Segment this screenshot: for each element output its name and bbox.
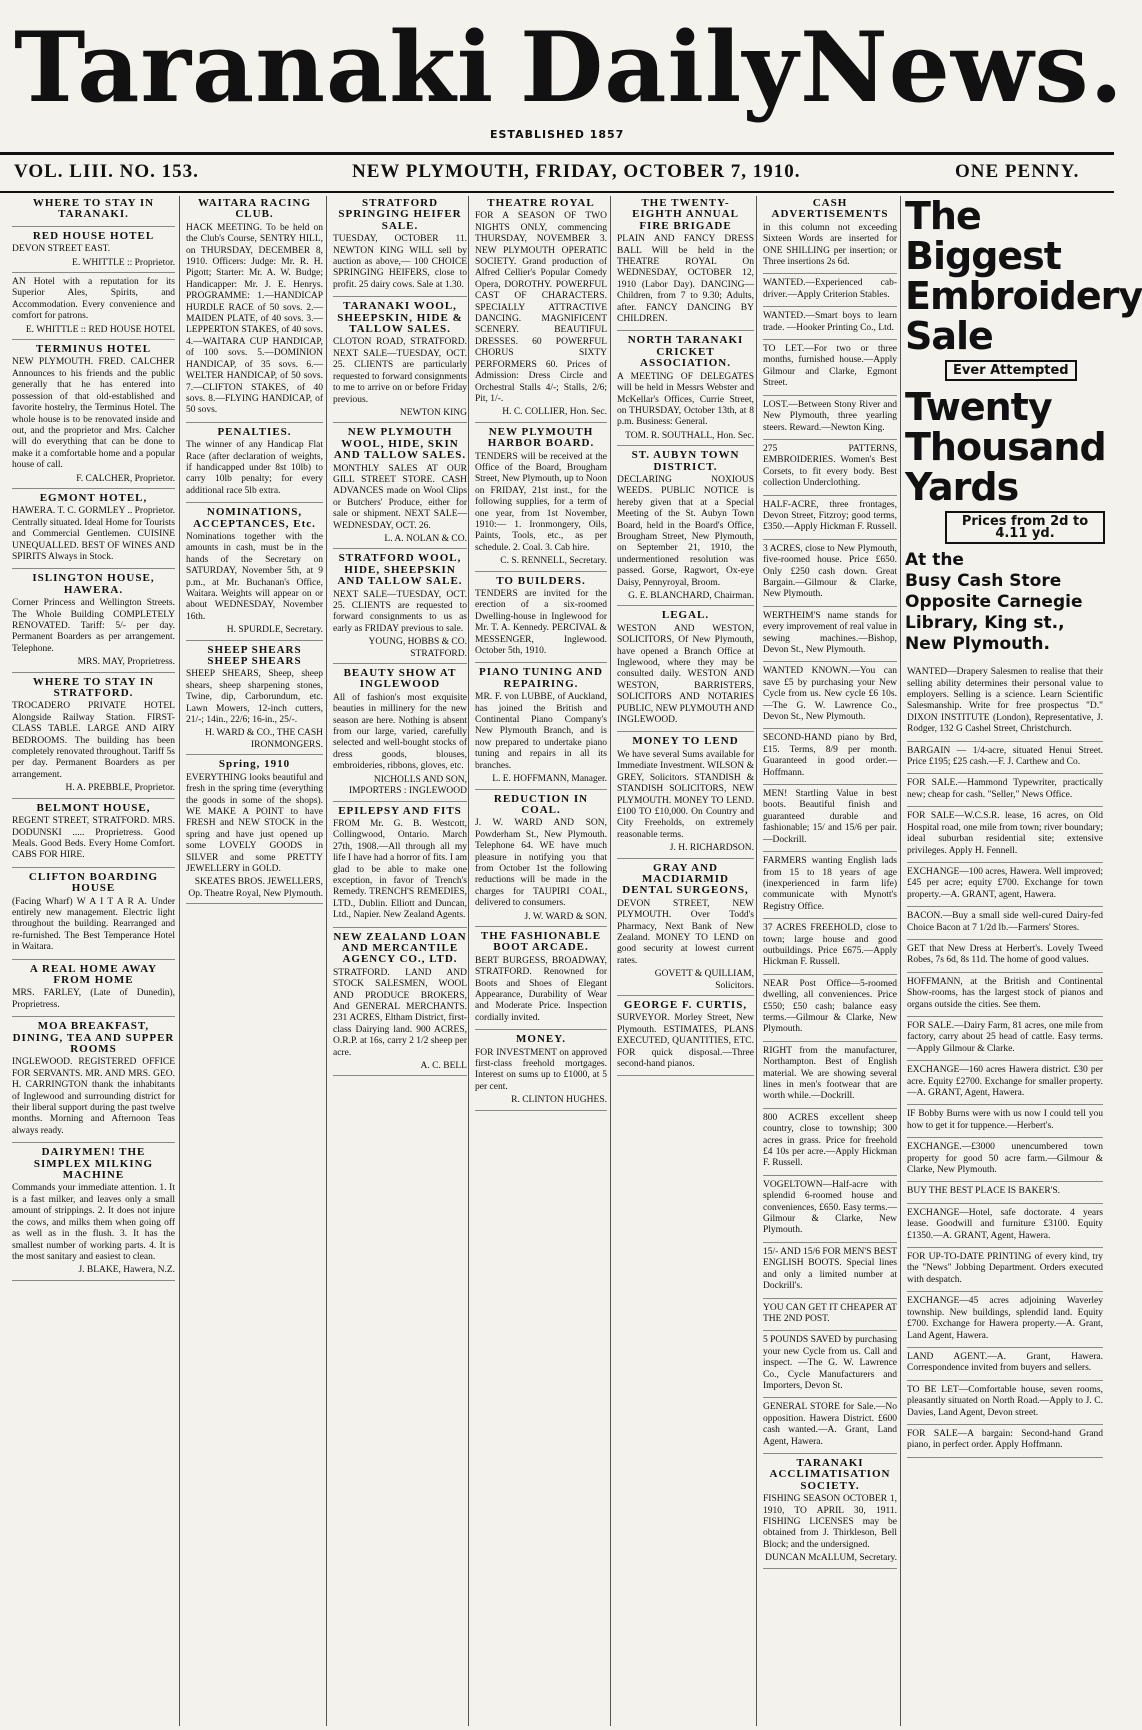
advertisement	[763, 979, 897, 1042]
promo-line: Biggest	[905, 234, 1061, 278]
advertisement-title: GRAY AND MACDIARMID DENTAL SURGEONS,	[622, 861, 749, 897]
advertisement-title: WAITARA RACING CLUB.	[197, 197, 312, 221]
advertisement-signature: YOUNG, HOBBS & CO. STRATFORD.	[368, 637, 467, 659]
advertisement	[186, 198, 323, 423]
advertisement	[763, 789, 897, 852]
masthead-title-word-3: News.	[800, 11, 1124, 124]
store-line: Opposite Carnegie	[905, 592, 1083, 613]
advertisement	[763, 1458, 897, 1569]
advertisement	[763, 1113, 897, 1176]
advertisement-body: HACK MEETING. To be held on the Club's Course, SENTRY HILL, on THURSDAY, DECEMBER 8, 1910. Officers: Judge: Mr. R. H. Pigott; Starter: Mr. A. W. Budge; Handicapper: Mr. J. E. Henrys. PROGRAMME: 1.—HANDICAP HURDLE RACE of 50 sovs. 2.—MAIDEN PLATE, of 40 sovs. 3.—LEPPERTON STAKES, of 40 sovs. 4.—WAITARA CUP HANDICAP, of 100 sovs. 5.—DOMINION HANDICAP, of 35 sovs. 6.—WELTER HANDICAP, of 50 sovs. 7.—CLIFTON STAKES, of 40 sovs. 8.—FLYING HANDICAP, of 50 sovs.	[186, 222, 323, 416]
advertisement	[475, 667, 607, 789]
advertisement	[12, 344, 175, 489]
store-line: New Plymouth.	[905, 634, 1050, 655]
classified-body: BACON.—Buy a small side well-cured Dairy-fed Choice Bacon at 7 1/2d lb.—Farmers' Stores.	[907, 911, 1103, 933]
advertisement-body: HALF-ACRE, three frontages, Devon Street, Fitzroy; good terms, £350.—Apply Hickman F. Russell.	[763, 499, 897, 533]
advertisement	[763, 1303, 897, 1332]
advertisement	[475, 576, 607, 664]
classified-advertisement	[907, 811, 1103, 863]
classified-body: EXCHANGE—45 acres adjoining Waverley township. New buildings, splendid land. Equity £700. Exchange for Hawera property.—A. Grant, Land Agent, Hawera.	[907, 1296, 1103, 1341]
advertisement-title: CLIFTON BOARDING HOUSE	[28, 870, 159, 895]
advertisement-body: NEXT SALE—TUESDAY, OCT. 25. CLIENTS are requested to forward consignments to us as early as FRIDAY previous to sale.	[333, 589, 467, 634]
advertisement-title: TARANAKI WOOL, SHEEPSKIN, HIDE & TALLOW SALES.	[337, 300, 463, 336]
ever-attempted-box: Ever Attempted	[945, 360, 1077, 381]
advertisement-title: SHEEP SHEARS SHEEP SHEARS	[207, 643, 302, 668]
advertisement-body: 15/- AND 15/6 FOR MEN'S BEST ENGLISH BOOTS. Special lines and only a limited number at Dockrill's.	[763, 1246, 897, 1292]
advertisement-signature: A. C. BELL	[420, 1061, 467, 1072]
advertisement	[12, 872, 175, 960]
advertisement-body: BERT BURGESS, BROADWAY, STRATFORD. Renowned for Boots and Shoes of Elegant Appearance, Durability of Wear and Moderate Price. Inspection cordially invited.	[475, 955, 607, 1023]
store-line: Busy Cash Store	[905, 571, 1062, 592]
advertisement-body: 3 ACRES, close to New Plymouth, five-roomed house. Price £650. Only £250 cash down. Great Bargain.—Gilmour & Clarke, New Plymouth.	[763, 543, 897, 600]
advertisement-signature: MRS. MAY, Proprietress.	[77, 657, 175, 668]
column-2	[179, 196, 325, 1726]
advertisement	[763, 500, 897, 540]
prices-box: Prices from 2d to 4.11 yd.	[945, 511, 1105, 544]
advertisement-signature: H. SPURDLE, Secretary.	[226, 625, 323, 636]
advertisement-title: PENALTIES.	[217, 425, 292, 438]
advertisement	[12, 1021, 175, 1143]
established-line: ESTABLISHED 1857	[490, 128, 625, 141]
promo-line: Yards	[905, 465, 1019, 510]
advertisement	[186, 427, 323, 503]
advertisement-title: GEORGE F. CURTIS,	[623, 999, 748, 1011]
classified-body: EXCHANGE.—£3000 unencumbered town property for good 50 acre farm.—Gilmour & Clarke, New Plymouth.	[907, 1142, 1103, 1176]
classified-body: EXCHANGE—Hotel, safe doctorate. 4 years lease. Goodwill and furniture £3100. Equity £1350.—A. GRANT, Agent, Hawera.	[907, 1207, 1103, 1241]
classified-body: EXCHANGE—100 acres, Hawera. Well improved; £45 per acre; equity £700. Exchange for town property.—A. GRANT, agent, Hawera.	[907, 866, 1103, 900]
classified-body: FOR SALE.—Hammond Typewriter, practically new; cheap for cash. "Seller," News Office.	[907, 778, 1103, 800]
advertisement-body: TO LET.—For two or three months, furnished house.—Apply Gilmour and Clarke, Egmont Street.	[763, 344, 897, 389]
classified-advertisement	[907, 1429, 1103, 1458]
masthead-title-word-2: Daily	[520, 11, 800, 124]
advertisement-signature: G. E. BLANCHARD, Chairman.	[628, 591, 754, 601]
classified-body: HOFFMANN, at the British and Continental Show-rooms, has the largest stock of pianos and organs outside the cities. See them.	[907, 976, 1103, 1010]
advertisement-body: RIGHT from the manufacturer, Northampton. Best of English material. We are showing several lines in men's footwear that are worth while.—Dockrill.	[763, 1045, 897, 1102]
advertisement-signature: H. C. COLLIER, Hon. Sec.	[502, 407, 607, 418]
advertisement-signature: J. H. RICHARDSON.	[669, 843, 754, 854]
column-7	[900, 194, 1142, 1726]
classified-advertisement	[907, 944, 1103, 973]
advertisement-title: REDUCTION IN COAL.	[493, 792, 589, 816]
advertisement-title: PIANO TUNING AND REPAIRING.	[479, 666, 603, 690]
advertisement	[763, 198, 897, 274]
advertisement-body: YOU CAN GET IT CHEAPER AT THE 2ND POST.	[763, 1302, 897, 1324]
advertisement-signature: F. CALCHER, Proprietor.	[76, 473, 175, 484]
advertisement-body: (Facing Wharf) W A I T A R A. Under entirely new management. Electric light throughout the building. Rearranged and re-furnished. The Best Temperance Hotel in Waitara.	[12, 896, 175, 953]
classified-body: FOR SALE—A bargain: Second-hand Grand piano, in perfect order. Apply Hoffmann.	[907, 1428, 1103, 1451]
advertisement	[333, 427, 467, 549]
issue-price: ONE PENNY.	[955, 161, 1080, 182]
advertisement-title: NEW PLYMOUTH WOOL, HIDE, SKIN AND TALLOW SALES.	[333, 426, 467, 462]
advertisement	[763, 1046, 897, 1109]
columns	[10, 194, 1142, 1726]
advertisement-body: FOR A SEASON OF TWO NIGHTS ONLY, commencing THURSDAY, NOVEMBER 3. NEW PLYMOUTH OPERATIC SOCIETY. Grand production of Alfred Cellier's Popular Comedy Opera, DOROTHY. POWERFUL CAST OF CHARACTERS. SPECIALLY ATTRACTIVE DANCING. MAGNIFICENT SCENERY. BEAUTIFUL DRESSES. 60 POWERFUL CHORUS SIXTY PERFORMERS 60. Prices of Admission: Dress Circle and Orchestral Stalls 4/-; Stalls, 2/6; Pit, 1/-.	[475, 211, 607, 404]
advertisement-body: SECOND-HAND piano by Brd, £15. Terms, 8/9 per month. Guaranteed in good order.—Hoffmann.	[763, 733, 897, 778]
advertisement-body: NEW PLYMOUTH. FRED. CALCHER Announces to his friends and the public generally that he has entered into possession of that old-established and favorite hostelry, the Terminus Hotel. The whole house is to be renovated inside and out, and the proprietor and Mrs. Calcher will do everything that can be done to make it a comfortable home and a popular house of call.	[12, 357, 175, 471]
advertisement	[763, 733, 897, 785]
advertisement-body: Commands your immediate attention. 1. It is a fast milker, and leaves only a small amount of strippings. 2. It does not injure the cows, and milks them when going off as well as in the flush. 3. It has the smallest number of working parts. 4. It is the most sanitary and easiest to clean.	[12, 1183, 175, 1262]
advertisement	[333, 806, 467, 928]
advertisement-signature: E. WHITTLE :: Proprietor.	[72, 257, 175, 268]
classified-body: BUY THE BEST PLACE IS BAKER'S.	[907, 1186, 1061, 1197]
advertisement-signature: J. BLAKE, Hawera, N.Z.	[78, 1265, 175, 1276]
classified-body: FOR SALE.—Dairy Farm, 81 acres, one mile from factory, carry about 25 head of cattle. Easy terms.—Apply Gilmour & Clarke.	[907, 1020, 1103, 1054]
classified-advertisement	[907, 1186, 1103, 1203]
advertisement	[333, 301, 467, 423]
advertisement-body: Corner Princess and Wellington Streets. The Whole Building COMPLETELY RENOVATED. Tariff: 5/- per day. Permanent Boarders as per arrangement. Telephone.	[12, 598, 175, 654]
advertisement	[475, 1034, 607, 1110]
advertisement-body: INGLEWOOD. REGISTERED OFFICE FOR SERVANTS. MR. AND MRS. GEO. H. CARRINGTON thank the inhabitants of Inglewood and surrounding district for their liberal support during the past twelve months. Morning and Afternoon Teas always ready.	[12, 1057, 175, 1136]
advertisement-body: GENERAL STORE for Sale.—No opposition. Hawera District. £600 cash wanted.—A. Grant, Land Agent, Hawera.	[763, 1402, 897, 1447]
advertisement-title: THE TWENTY-EIGHTH ANNUAL FIRE BRIGADE	[632, 197, 739, 232]
classified-advertisement	[907, 778, 1103, 807]
classified-body: GET that New Dress at Herbert's. Lovely Tweed Robes, 7s 6d, 8s 11d. The home of good values.	[907, 943, 1103, 966]
column-5	[610, 196, 756, 1726]
advertisement	[333, 668, 467, 801]
classified-body: LAND AGENT.—A. Grant, Hawera. Correspondence invited from buyers and sellers.	[907, 1351, 1103, 1374]
advertisement-signature: TOM. R. SOUTHALL, Hon. Sec.	[625, 430, 754, 441]
busy-cash-store-block	[905, 550, 1105, 655]
classified-advertisement	[907, 1352, 1103, 1381]
volume-number: VOL. LIII. NO. 153.	[14, 161, 199, 182]
advertisement-title: LEGAL.	[661, 609, 710, 622]
advertisement-body: in this column not exceeding Sixteen Words are inserted for ONE SHILLING per insertion; or Three insertions 2s 6d.	[763, 222, 897, 268]
advertisement-body: TUESDAY, OCTOBER 11. NEWTON KING WILL sell by auction as above,— 100 CHOICE SPRINGING HEIFERS, close to profit. 25 dairy cows. Sale at 1.30.	[333, 234, 467, 290]
classified-advertisement	[907, 667, 1103, 741]
classified-body: FOR SALE—W.C.S.R. lease, 16 acres, on Old Hospital road, one mile from town; river boundary; ideal suburban residential site; extensive privileges. Apply H. Fennell.	[907, 811, 1103, 856]
advertisement	[12, 1147, 175, 1280]
advertisement-title: THEATRE ROYAL	[487, 197, 595, 209]
advertisement	[333, 553, 467, 664]
advertisement-title: NEW PLYMOUTH HARBOR BOARD.	[487, 425, 595, 450]
advertisement	[763, 611, 897, 663]
advertisement-body: NEAR Post Office—5-roomed dwelling, all conveniences. Price £550; £50 cash; balance easy terms.—Gilmour & Clarke, New Plymouth.	[763, 978, 897, 1035]
advertisement-body: 37 ACRES FREEHOLD, close to town; large house and good outbuildings. Price £675.—Apply Hickman F. Russell.	[763, 923, 897, 968]
advertisement	[763, 1335, 897, 1398]
advertisement	[475, 198, 607, 423]
advertisement	[12, 231, 175, 273]
column-heading	[12, 198, 175, 227]
advertisement	[333, 932, 467, 1077]
advertisement-title: TERMINUS HOTEL	[35, 343, 152, 356]
classified-body: IF Bobby Burns were with us now I could tell you how to get it for tuppence.—Herbert's.	[907, 1109, 1103, 1131]
advertisement	[617, 1000, 754, 1076]
advertisement-title: BEAUTY SHOW AT INGLEWOOD	[343, 667, 457, 691]
store-line: Library, King st.,	[905, 613, 1065, 634]
advertisement-body: J. W. WARD AND SON, Powderham St., New Plymouth. Telephone 64. WE have much pleasure in notifying you that from October 1st the following reductions will be made in the charges for TAUPIRI COAL, delivered to consumers.	[475, 818, 607, 909]
advertisement-body: FARMERS wanting English lads from 15 to 18 years of age (inexperienced in farm life) communicate with Mynott's Registry Office.	[763, 856, 897, 912]
classified-body: BARGAIN — 1/4-acre, situated Henui Street. Price £195; £25 cash.—F. J. Carthew and Co.	[907, 745, 1103, 768]
advertisement	[475, 427, 607, 572]
col1-heading: WHERE TO STAY IN TARANAKI.	[32, 197, 155, 221]
advertisement-body: DEVON STREET, NEW PLYMOUTH. Over Todd's Pharmacy, Next Bank of New Zealand. MONEY TO LEND on good security at lowest current rates.	[617, 898, 754, 966]
advertisement-signature: E. WHITTLE :: RED HOUSE HOTEL	[25, 324, 175, 335]
advertisement-body: TENDERS will be received at the Office of the Board, Brougham Street, New Plymouth, up to Noon on FRIDAY, 21st inst., for the following supplies, for a term of one year, from 1st November, 1910:— 1. Ironmongery, Oils, Paints, Tools, etc., as per schedule. 2. Coal. 3. Cab hire.	[475, 451, 607, 553]
advertisement	[333, 198, 467, 297]
advertisement-body: FROM Mr. G. B. Westcott, Collingwood, Ontario. March 27th, 1908.—All through all my life I have had a horror of fits. I am glad to be able to make one exception, in favor of Trench's Remedy. TRENCH'S REMEDIES, LTD., Dublin. Elliott and Duncan, Ltd., Napier. New Zealand Agents.	[333, 818, 468, 921]
advertisement-signature: NEWTON KING	[399, 407, 467, 418]
advertisement	[763, 344, 897, 396]
advertisement	[763, 666, 897, 729]
promo-line: Twenty	[905, 385, 1052, 430]
advertisement-body: WERTHEIM'S name stands for every improvement of real value in sewing machines.—Bishop, Devon St., New Plymouth.	[763, 610, 897, 655]
advertisement-body: DECLARING NOXIOUS WEEDS. PUBLIC NOTICE is hereby given that at a Special Meeting of the St. Aubyn Town Board, held in the Board's Office, Brougham Street, New Plymouth, on September 21, 1910, the undermentioned resolution was passed. Gorse, Ragwort, Ox-eye Daisy, Pennyroyal, Broom.	[617, 474, 754, 588]
advertisement	[763, 856, 897, 919]
advertisement	[12, 677, 175, 799]
advertisement-signature: NICHOLLS AND SON, IMPORTERS : INGLEWOOD	[348, 774, 467, 797]
advertisement	[763, 923, 897, 975]
advertisement-body: A MEETING OF DELEGATES will be held in Messrs Webster and McKellar's Offices, Currie Street, on THURSDAY, October 13th, at 8 p.m. Business: General.	[617, 371, 754, 428]
advertisement-body: 275 PATTERNS, EMBROIDERIES. Women's Best Corsets, to fit every body. Best collection Underclothing.	[763, 443, 897, 489]
advertisement-title: RED HOUSE HOTEL	[32, 229, 155, 242]
advertisement-signature: C. S. RENNELL, Secretary.	[500, 556, 607, 567]
advertisement	[617, 736, 754, 858]
column-4	[468, 196, 609, 1726]
advertisement-title: WHERE TO STAY IN STRATFORD.	[32, 675, 155, 700]
advertisement	[12, 277, 175, 340]
advertisement-body: WESTON AND WESTON, SOLICITORS, Of New Plymouth, have opened a Branch Office at Inglewood, where they may be consulted daily. WESTON AND WESTON, BARRISTERS, SOLICITORS AND NOTARIES PUBLIC, NEW PLYMOUTH AND INGLEWOOD.	[617, 623, 754, 726]
advertisement-title: ST. AUBYN TOWN DISTRICT.	[631, 449, 740, 473]
advertisement	[763, 544, 897, 607]
advertisement-signature: SKEATES BROS. JEWELLERS, Op. Theatre Royal, New Plymouth.	[188, 877, 323, 899]
advertisement	[186, 759, 323, 904]
advertisement-body: MRS. FARLEY, (Late of Dunedin), Proprietress.	[12, 988, 175, 1010]
dateline-bar	[0, 152, 1114, 193]
classified-advertisement	[907, 1065, 1103, 1105]
advertisement-title: NEW ZEALAND LOAN AND MERCANTILE AGENCY CO., LTD.	[333, 930, 467, 966]
promo-line: Embroidery	[905, 274, 1142, 318]
advertisement-body: The winner of any Handicap Flat Race (after declaration of weights, if handicapped under 8st 10lb) to carry 10lb penalty; for every additional race 5lb extra.	[186, 440, 323, 496]
advertisement-body: 800 ACRES excellent sheep country, close to township; 300 acres in grass. Price for freehold £4 10s per acre.—Apply Hickman F. Russell.	[763, 1112, 897, 1169]
advertisement-signature: L. E. HOFFMANN, Manager.	[492, 774, 607, 785]
advertisement-title: THE FASHIONABLE BOOT ARCADE.	[480, 929, 602, 954]
advertisement-title: EGMONT HOTEL,	[39, 491, 148, 504]
advertisement	[12, 493, 175, 569]
advertisement-body: WANTED KNOWN.—You can save £5 by purchasing your New Cycle from us. New cycle £6 10s.—The G. W. Lawrence Co., Devon St., New Plymouth.	[763, 666, 897, 723]
advertisement-body: FOR INVESTMENT on approved first-class freehold mortgages. Interest on sums up to £1000, at 5 per cent.	[475, 1047, 607, 1092]
masthead	[0, 0, 1124, 152]
advertisement-body: EVERYTHING looks beautiful and fresh in the spring time (everything the goods in some of the shops). WE MAKE A POINT to have FRESH and NEW STOCK in the spring and have just opened up some LOVELY GOODS in SILVER and some PRETTY JEWELLERY in GOLD.	[186, 772, 323, 874]
classified-advertisement	[907, 1208, 1103, 1248]
advertisement	[12, 964, 175, 1018]
advertisement-body: Nominations together with the amounts in cash, must be in the hands of the Secretary on SATURDAY, November 5th, at 9 p.m., at Mr. Buchanan's Office, Waitara. Weights will appear on or about WEDNESDAY, November 16th.	[186, 531, 323, 622]
classified-body: FOR UP-TO-DATE PRINTING of every kind, try the "News" Jobbing Department. Orders executed with despatch.	[907, 1252, 1103, 1285]
advertisement-body: HAWERA. T. C. GORMLEY .. Proprietor. Centrally situated. Ideal Home for Tourists and Commercial Gentlemen. CUISINE UNEQUALLED. BEST OF WINES AND SPIRITS Always in Stock.	[12, 506, 175, 562]
advertisement-signature: H. A. PREBBLE, Proprietor.	[65, 783, 175, 794]
classified-advertisement	[907, 1385, 1103, 1425]
advertisement-title: TARANAKI ACCLIMATISATION SOCIETY.	[769, 1456, 891, 1492]
advertisement-title: DAIRYMEN! THE SIMPLEX MILKING MACHINE	[33, 1146, 154, 1182]
advertisement-title: BELMONT HOUSE,	[36, 801, 151, 814]
advertisement-title: NORTH TARANAKI CRICKET ASSOCIATION.	[627, 334, 744, 370]
advertisement	[12, 573, 175, 672]
advertisement-body: We have several Sums available for Immediate Investment. WILSON & GREY, Solicitors. STANDISH & STANDISH SOLICITORS, NEW PLYMOUTH. MONEY TO LEND. £100 TO £10,000. On Country and City Freeholds, on extremely reasonable terms.	[617, 749, 754, 840]
advertisement	[186, 645, 323, 756]
advertisement	[617, 450, 754, 606]
advertisement	[763, 400, 897, 440]
advertisement-body: SHEEP SHEARS, Sheep, sheep shears, sheep sharpening stones, Twine, dip, Carborundum, etc. Lawn Mowers, 12-inch cutters, 21/-; 14in., 22/6; 16-in., 25/-.	[186, 669, 323, 726]
classified-advertisement	[907, 867, 1103, 907]
classified-advertisement	[907, 1252, 1103, 1292]
advertisement-signature: J. W. WARD & SON.	[524, 911, 607, 922]
advertisement-title: EPILEPSY AND FITS	[338, 804, 462, 817]
classified-advertisement	[907, 911, 1103, 940]
classified-advertisement	[907, 746, 1103, 775]
advertisement	[763, 1180, 897, 1243]
classified-body: EXCHANGE—160 acres Hawera district. £30 per acre. Equity £2700. Exchange for smaller property.—A. GRANT, Agent, Hawera.	[907, 1065, 1103, 1098]
promo-line: Thousand	[905, 425, 1106, 470]
issue-date: NEW PLYMOUTH, FRIDAY, OCTOBER 7, 1910.	[352, 161, 801, 182]
advertisement-body: TROCADERO PRIVATE HOTEL Alongside Railway Station. FIRST-CLASS TABLE. LARGE AND AIRY BEDROOMS. The building has been completely renovated throughout. Tariff 5s per day. Permanent Boarders as per arrangement.	[12, 701, 175, 780]
masthead-title-word-1: Taranaki	[14, 11, 495, 124]
advertisement	[763, 444, 897, 496]
advertisement-body: MR. F. von LUBBE, of Auckland, has joined the British and Continental Piano Company's New Plymouth Branch, and is now prepared to undertake piano tuning and repairs in all its branches.	[475, 692, 607, 771]
advertisement-body: VOGELTOWN—Half-acre with splendid 6-roomed house and conveniences, £650. Easy terms.—Gilmour & Clarke, New Plymouth.	[763, 1179, 897, 1236]
promo-line: Sale	[905, 314, 993, 358]
classified-advertisement	[907, 1296, 1103, 1348]
advertisement-title: MONEY TO LEND	[632, 735, 739, 748]
classified-body: WANTED—Drapery Salesmen to realise that their selling ability determines their personal value to employers. Selling is a science. Learn Scientific Salesmanship. Write for free prospectus "D." DIXON INSTITUTE (London), Representative, J. Rodger, 132 G Cashel Street, Christchurch.	[907, 667, 1103, 735]
advertisement-title: CASH ADVERTISEMENTS	[771, 197, 889, 221]
classified-advertisement	[907, 1021, 1103, 1061]
advertisement	[617, 863, 754, 996]
classified-body: TO BE LET—Comfortable house, seven rooms, pleasantly situated on North Road.—Apply to J. C. Davies, Land Agent, Devon street.	[907, 1384, 1103, 1418]
twenty-thousand-yards-headline	[905, 385, 1106, 510]
classified-advertisement	[907, 1109, 1103, 1138]
advertisement	[763, 1247, 897, 1299]
embroidery-sale-headline	[905, 194, 1142, 358]
advertisement-body: 5 POUNDS SAVED by purchasing your new Cycle from us. Call and inspect. —The G. W. Lawrence Co., Cycle Manufacturers and Importers, Devon St.	[763, 1335, 897, 1391]
advertisement	[617, 610, 754, 732]
advertisement-body: WANTED.—Smart boys to learn trade. —Hooker Printing Co., Ltd.	[763, 311, 897, 333]
advertisement-title: ISLINGTON HOUSE, HAWERA.	[32, 572, 155, 596]
advertisement-body: REGENT STREET, STRATFORD. MRS. DODUNSKI ..... Proprietress. Good Meals. Good Beds. Every Home Comfort. CABS FOR HIRE.	[12, 816, 175, 861]
advertisement	[763, 278, 897, 307]
advertisement-body: All of fashion's most exquisite beauties in millinery for the new season are here. Nothing is absent from our large, varied, carefully selected and well-bought stocks of dress goods, blouses, embroideries, ribbons, gloves, etc.	[333, 692, 467, 772]
advertisement-body: SURVEYOR. Morley Street, New Plymouth. ESTIMATES, PLANS EXECUTED, QUANTITIES, ETC. FOR quick disposal.—Three second-hand pianos.	[617, 1013, 754, 1070]
advertisement-body: TENDERS are invited for the erection of a six-roomed Dwelling-house in Inglewood for Mr. T. A. Kennedy. PERCIVAL & MESSENGER, Inglewood. October 5th, 1910.	[475, 589, 607, 657]
advertisement-signature: GOVETT & QUILLIAM, Solicitors.	[654, 969, 754, 991]
advertisement	[475, 931, 607, 1030]
advertisement-title: STRATFORD WOOL, HIDE, SHEEPSKIN AND TALLOW SALE.	[337, 552, 463, 588]
column-1	[10, 196, 177, 1726]
advertisement-signature: DUNCAN McALLUM, Secretary.	[765, 1553, 897, 1564]
column-3	[326, 196, 469, 1726]
advertisement-signature: R. CLINTON HUGHES.	[511, 1095, 607, 1106]
promo-line: The	[905, 194, 981, 238]
advertisement	[186, 507, 323, 640]
advertisement-body: DEVON STREET EAST.	[12, 244, 111, 255]
advertisement-signature: H. WARD & CO., THE CASH IRONMONGERS.	[205, 728, 323, 750]
advertisement	[12, 803, 175, 868]
advertisement-body: STRATFORD. LAND AND STOCK SALESMEN, WOOL AND PRODUCE BROKERS, And GENERAL MERCHANTS. 231 ACRES, Eltham District, first-class Dairying land. 900 ACRES, O.R.P. at 16s, carry 2 1/2 sheep per acre.	[333, 967, 467, 1058]
column-6	[756, 196, 899, 1726]
advertisement-body: FISHING SEASON OCTOBER 1, 1910, TO APRIL 30, 1911. FISHING LICENSES may be obtained from J. Thirkleson, Bell Block; and the undersigned.	[763, 1494, 897, 1550]
advertisement-signature: L. A. NOLAN & CO.	[384, 533, 467, 544]
classified-advertisement	[907, 977, 1103, 1017]
advertisement-title: NOMINATIONS, ACCEPTANCES, Etc.	[193, 506, 316, 530]
advertisement-title: Spring, 1910	[218, 758, 291, 771]
advertisement-body: WANTED.—Experienced cab-driver.—Apply Criterion Stables.	[763, 278, 897, 300]
advertisement	[763, 311, 897, 340]
advertisement-body: PLAIN AND FANCY DRESS BALL Will be held in the THEATRE ROYAL On WEDNESDAY, OCTOBER 12, 1910 (Labor Day). DANCING— Children, from 7 to 9.30; Adults, after. FANCY DANCING BY CHILDREN.	[617, 234, 754, 325]
advertisement-body: CLOTON ROAD, STRATFORD. NEXT SALE—TUESDAY, OCT. 25. CLIENTS are particularly requested to forward consignments to me to arrive on or before Friday previous.	[333, 337, 467, 405]
classified-advertisement	[907, 1142, 1103, 1182]
advertisement-body: MONTHLY SALES AT OUR GILL STREET STORE. CASH ADVANCES made on Wool Clips or Butchers' Produce, either for sale or shipment. NEXT SALE—WEDNESDAY, OCT. 26.	[333, 463, 467, 531]
advertisement	[617, 335, 754, 446]
advertisement	[617, 198, 754, 331]
advertisement-body: AN Hotel with a reputation for its Superior Ales, Spirits, and Accommodation. Every convenience and comfort for patrons.	[12, 277, 175, 322]
advertisement-title: MONEY.	[516, 1033, 566, 1046]
advertisement-title: A REAL HOME AWAY FROM HOME	[29, 962, 158, 986]
advertisement	[475, 794, 607, 927]
advertisement	[763, 1402, 897, 1454]
store-line: At the	[905, 550, 964, 571]
advertisement-title: STRATFORD SPRINGING HEIFER SALE.	[338, 197, 462, 232]
advertisement-body: MEN! Startling Value in best boots. Beautiful finish and guaranteed durable and fashionable; 15/ and 15/6 per pair.—Dockrill.	[763, 789, 897, 845]
advertisement-title: TO BUILDERS.	[496, 574, 586, 587]
advertisement-title: MOA BREAKFAST, DINING, TEA AND SUPPER ROOMS	[12, 1020, 175, 1055]
advertisement-body: LOST.—Between Stony River and New Plymouth, three yearling steers. Reward.—Newton King.	[763, 399, 897, 433]
